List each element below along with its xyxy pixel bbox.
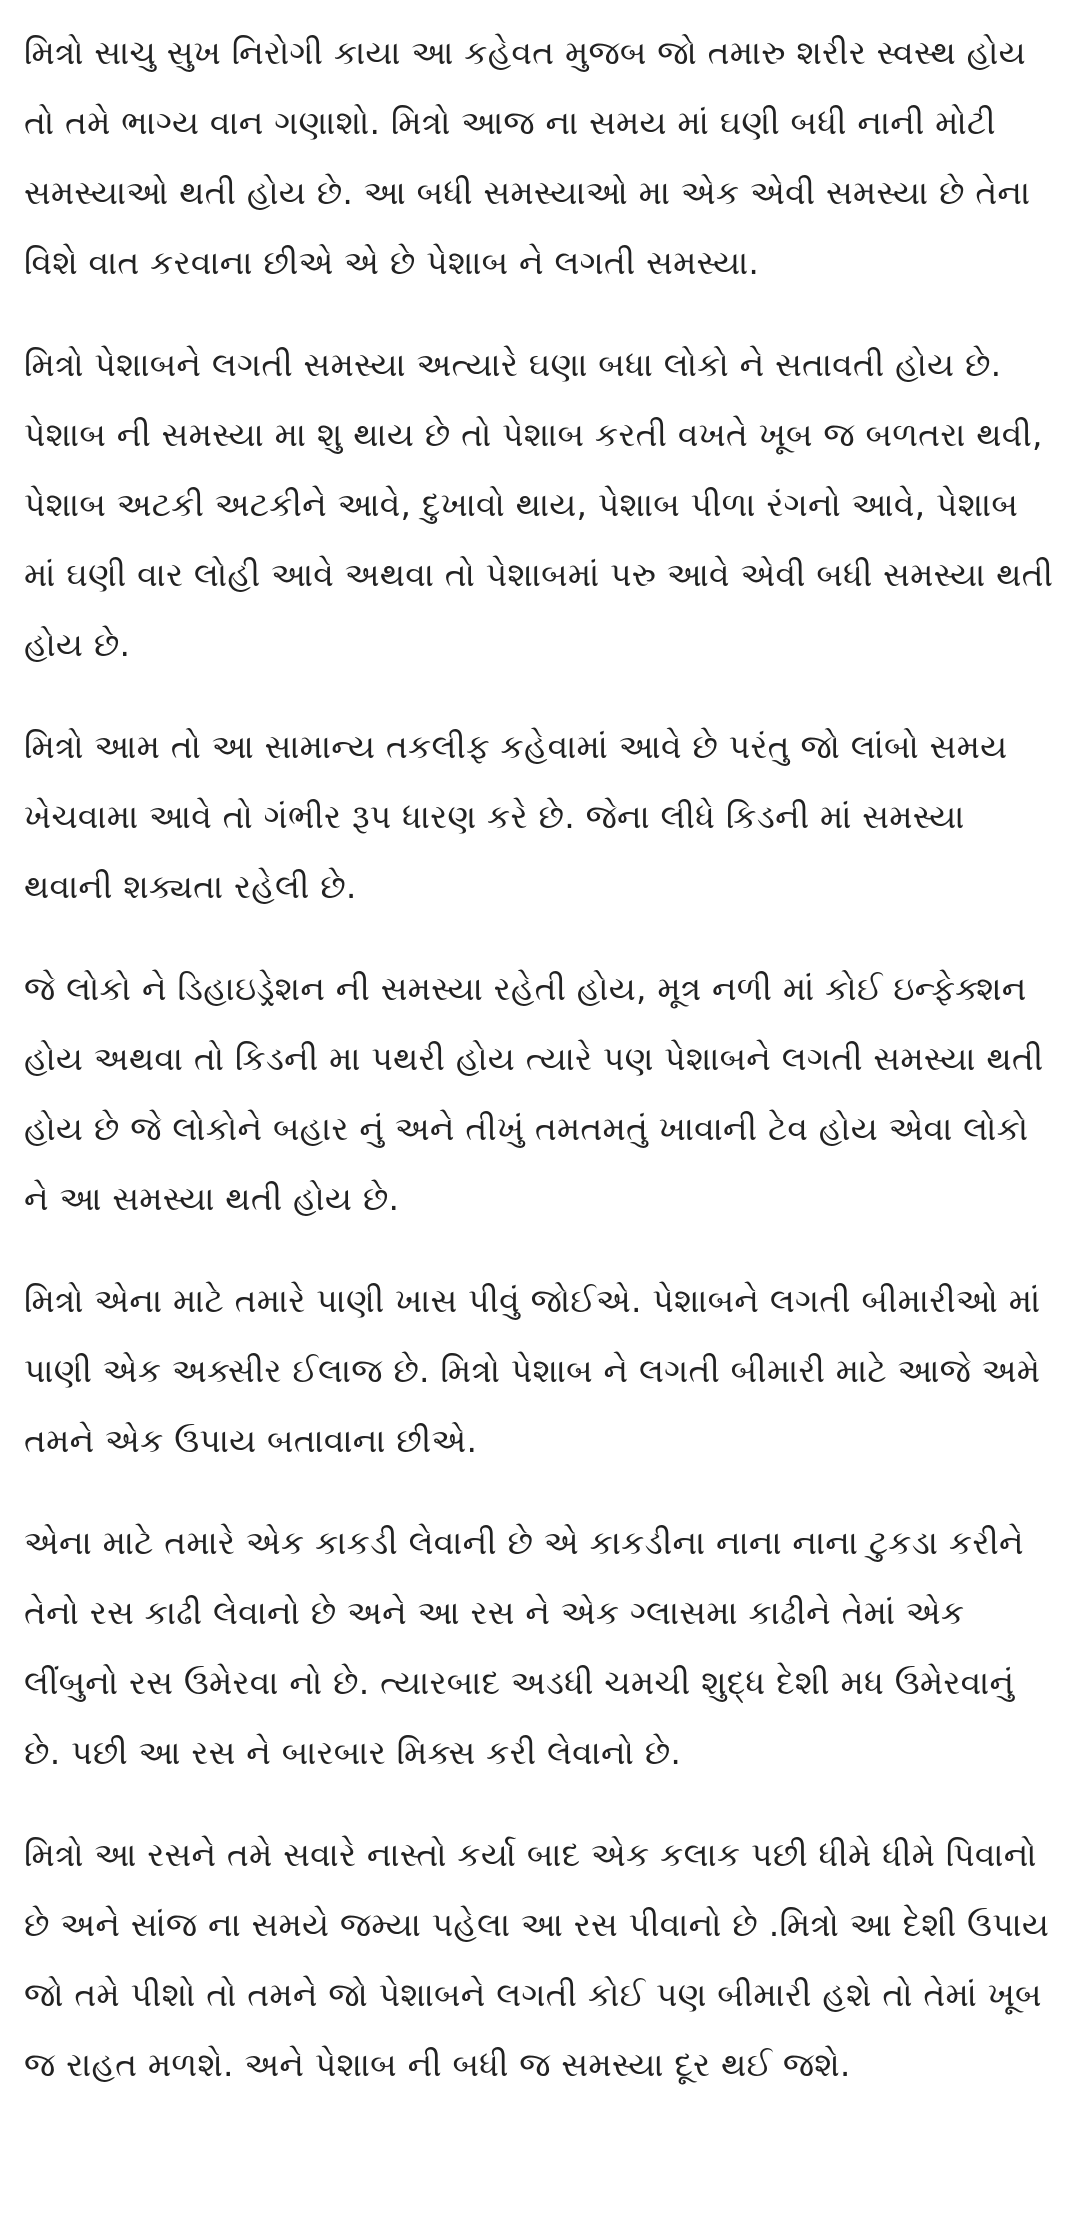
paragraph-usage: મિત્રો આ રસને તમે સવારે નાસ્તો કર્યા બાદ એક કલાક પછી ધીમે ધીમે પિવાનો છે અને સાંજ ના સમયે જમ્યા પહેલા આ રસ પીવાનો છે .મિત્રો આ દેશી ઉપાય જો તમે પીશો તો તમને જો પેશાબને લગતી કોઈ પણ બીમારી હશે તો તેમાં ખૂબ જ રાહત મળશે. અને પેશાબ ની બધી જ સમસ્યા દૂર થઈ જશે. [24,1835,1050,2084]
paragraph-symptoms: મિત્રો પેશાબને લગતી સમસ્યા અત્યારે ઘણા બધા લોકો ને સતાવતી હોય છે. પેશાબ ની સમસ્યા મા શુ થાય છે તો પેશાબ કરતી વખતે ખૂબ જ બળતરા થવી, પેશાબ અટકી અટકીને આવે, દુખાવો થાય, પેશાબ પીળા રંગનો આવે, પેશાબ માં ઘણી વાર લોહી આવે અથવા તો પેશાબમાં પરુ આવે એવી બધી સમસ્યા થતી હોય છે. [24,345,1054,664]
paragraph-water: મિત્રો એના માટે તમારે પાણી ખાસ પીવું જોઈએ. પેશાબને લગતી બીમારીઓ માં પાણી એક અક્સીર ઈલાજ છે. મિત્રો પેશાબ ને લગતી બીમારી માટે આજે અમે તમને એક ઉપાય બતાવાના છીએ. [24,1281,1041,1460]
paragraph-intro: મિત્રો સાચુ સુખ નિરોગી કાયા આ કહેવત મુજબ જો તમારુ શરીર સ્વસ્થ હોય તો તમે ભાગ્ય વાન ગણાશો. મિત્રો આજ ના સમય માં ઘણી બધી નાની મોટી સમસ્યાઓ થતી હોય છે. આ બધી સમસ્યાઓ મા એક એવી સમસ્યા છે તેના વિશે વાત કરવાના છીએ એ છે પેશાબ ને લગતી સમસ્યા. [24,33,1031,282]
paragraph-severity: મિત્રો આમ તો આ સામાન્ય તકલીફ કહેવામાં આવે છે પરંતુ જો લાંબો સમય ખેચવામા આવે તો ગંભીર રૂપ ધારણ કરે છે. જેના લીધે કિડની માં સમસ્યા થવાની શક્યતા રહેલી છે. [24,727,1008,906]
paragraph-remedy: એના માટે તમારે એક કાકડી લેવાની છે એ કાકડીના નાના નાના ટુકડા કરીને તેનો રસ કાઢી લેવાનો છે અને આ રસ ને એક ગ્લાસમા કાઢીને તેમાં એક લીંબુનો રસ ઉમેરવા નો છે. ત્યારબાદ અડધી ચમચી શુદ્ધ દેશી મધ ઉમેરવાનું છે. પછી આ રસ ને બારબાર મિક્સ કરી લેવાનો છે. [24,1523,1024,1772]
paragraph-causes: જે લોકો ને ડિહાઇડ્રેશન ની સમસ્યા રહેતી હોય, મૂત્ર નળી માં કોઈ ઇન્ફેક્શન હોય અથવા તો કિડની મા પથરી હોય ત્યારે પણ પેશાબને લગતી સમસ્યા થતી હોય છે જે લોકોને બહાર નું અને તીખું તમતમતું ખાવાની ટેવ હોય એવા લોકો ને આ સમસ્યા થતી હોય છે. [24,969,1044,1218]
